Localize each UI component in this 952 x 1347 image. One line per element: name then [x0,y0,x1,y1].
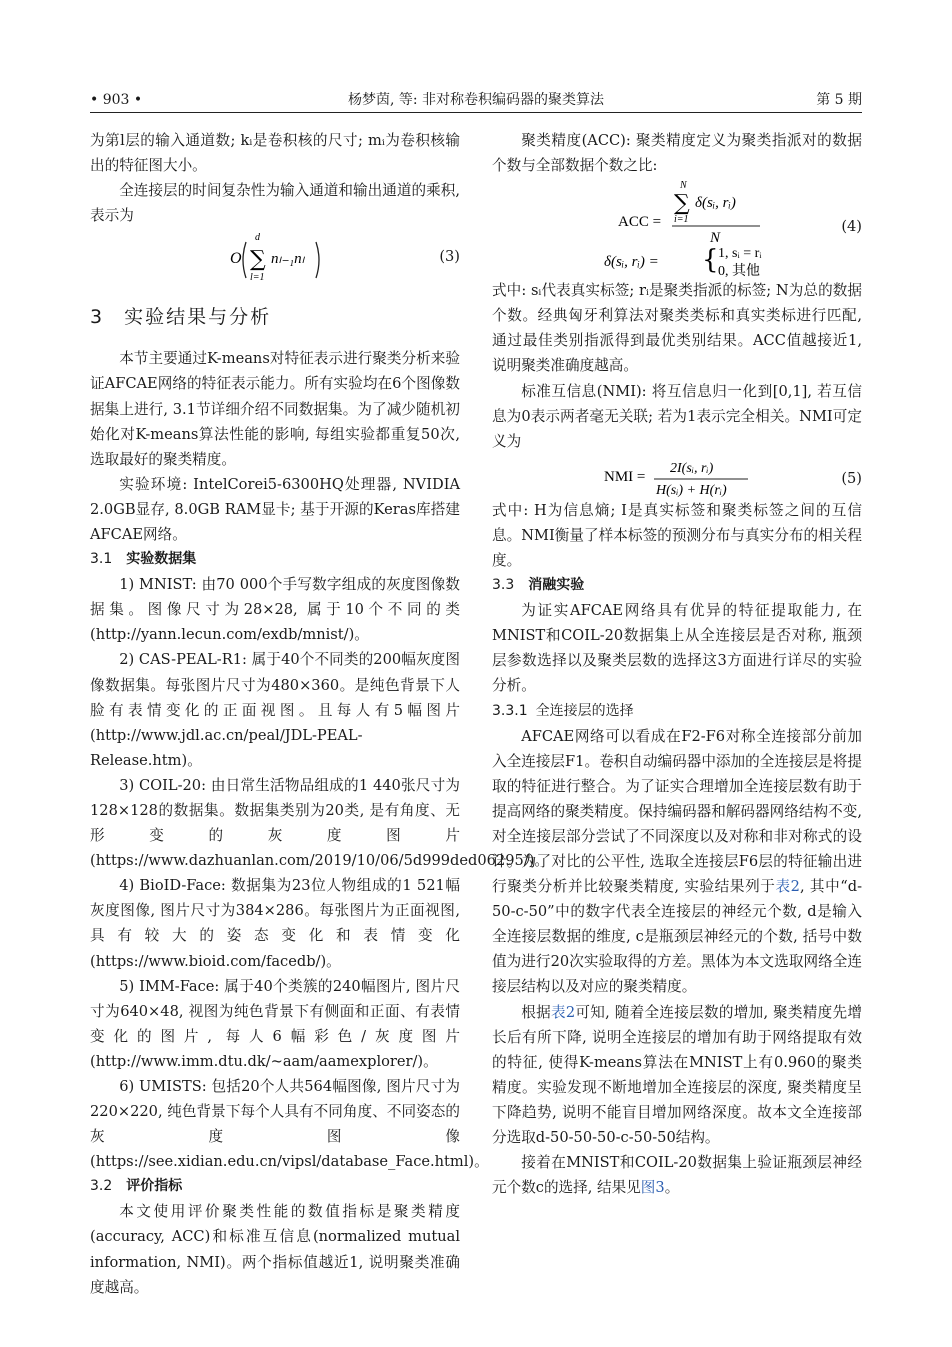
equation-5 [492,454,862,498]
figure-ref-link[interactable]: 图3 [640,1179,665,1197]
paragraph [492,724,862,1000]
dataset-item: 5) IMM-Face: 属于40个类簇的240幅图片, 图片尺寸为640×48, 视图为纯色背景下有侧面和正面、有表情变化的图片, 每人6幅彩色/灰度图片(http://www.imm.dtu.dk/~aam/aamexplorer/)。 [90,977,460,1070]
subsubsection-title: 全连接层的选择 [535,702,634,719]
eq3-body: nₗ₋₁nₗ [271,251,305,268]
subsubsection-number: 3.3.1 [492,702,528,719]
equation-4 [492,178,862,278]
page-number: • 903 • [90,92,143,108]
page-header [90,88,862,112]
subsection-number: 3.3 [492,577,515,594]
delta-lhs: δ(sᵢ, rᵢ) = [604,254,659,271]
paragraph: 全连接层的时间复杂性为输入通道和输出通道的乘积, 表示为 [90,182,460,225]
dataset-item: 3) COIL-20: 由日常生活物品组成的1 440张尺寸为128×128的数据集。数据集类别为20类, 是有角度、无形变的灰度图片(https://www.dazhuanlan.com/2019/10/06/5d999ded06295/)。 [90,776,549,870]
table-ref-link[interactable]: 表2 [775,878,800,896]
paragraph-text: AFCAE网络可以看成在F2-F6对称全连接部分前加入全连接层F1。卷积自动编码器中添加的全连接层是将提取的特征进行整合。为了证实合理增加全连接层数有助于提高网络的聚类精度。保持编码器和解码器网络结构不变, 对全连接层部分尝试了不同深度以及对称和非对称式的设计。为了对比的公平性, 选取全连接层F6层的特征输出进行聚类分析并比较聚类精度, 实验结果列于 [492,727,862,896]
paragraph: 本节主要通过K-means对特征表示进行聚类分析来验证AFCAE网络的特征表示能力。所有实验均在6个图像数据集上进行, 3.1节详细介绍不同数据集。为了减少随机初始化对K-means算法性能的影响, 每组实验都重复50次, 选取最好的聚类精度。 [90,350,460,468]
equation-4-math [492,178,862,278]
section-title: 实验结果与分析 [124,306,272,329]
eq5-lhs: NMI = [604,468,646,485]
paragraph: 实验环境: IntelCorei5-6300HQ处理器, NVIDIA 2.0GB显存, 8.0GB RAM显卡; 基于开源的Keras库搭建AFCAE网络。 [90,475,460,544]
eq3-right-paren [316,242,319,278]
eq4-lhs: ACC = [618,214,662,231]
paragraph: 标准互信息(NMI): 将互信息归一化到[0,1], 若互信息为0表示两者毫无关联; 若为1表示完全相关。NMI可定义为 [492,382,862,450]
subsection-heading [492,573,862,598]
eq4-numerator: δ(sᵢ, rᵢ) [695,195,736,212]
delta-case-1: 1, sᵢ = rᵢ [718,246,762,262]
paragraph: 为第l层的输入通道数; kᵢ是卷积核的尺寸; mᵢ为卷积核输出的特征图大小。 [90,132,460,175]
eq4-sum-bottom: i=1 [674,214,689,226]
subsection-title: 实验数据集 [126,551,197,568]
paragraph-text: , 其中“d-50-c-50”中的数字代表全连接层的神经元个数, d是输入全连接层数据的维度, c是瓶颈层神经元的个数, 括号中数值为进行20次实验取得的方差。黑体为本文选取网络全连接层结构以及对应的聚类精度。 [492,878,863,996]
equation-number: (5) [841,469,862,487]
delta-case-2: 0, 其他 [718,264,760,279]
subsection-heading [90,547,460,572]
equation-number: (3) [439,248,460,266]
equation-3 [90,228,460,284]
eq3-sum-bottom: l=1 [250,272,265,284]
section-heading [90,302,460,332]
paragraph: 为证实AFCAE网络具有优异的特征提取能力, 在MNIST和COIL-20数据集上从全连接层是否对称, 瓶颈层参数选择以及聚类层数的选择这3方面进行详尽的实验分析。 [492,602,862,695]
table-ref-link[interactable]: 表2 [550,1003,576,1021]
paragraph-text: 可知, 随着全连接层数的增加, 聚类精度先增长后有所下降, 说明全连接层的增加有助于网络提取有效的特征, 使得K-means算法在MNIST上有0.960的聚类精度。实验发现不断地增加全连接层的深度, 聚类精度呈下降趋势, 说明不能盲目增加网络深度。故本文全连接部分选取d-50-50-50-c-50-50结构。 [492,1003,862,1146]
eq3-sum-top: d [255,232,260,244]
section-number: 3 [90,306,105,329]
eq5-numerator: 2I(sᵢ, rᵢ) [670,460,714,476]
dataset-item: 6) UMISTS: 包括20个人共564幅图像, 图片尺寸为220×220, 纯色背景下每个人具有不同角度、不同姿态的灰度图像(https://see.xidian.edu.cn/vipsl/database_Face.html)。 [90,1078,489,1171]
paragraph-text: 。 [664,1179,680,1197]
issue-number: 第 5 期 [816,92,862,108]
delta-brace: { [702,245,719,276]
subsection-title: 评价指标 [126,1178,183,1195]
subsection-heading [90,1174,460,1199]
right-column [492,128,862,1200]
equation-5-math [492,454,862,498]
eq3-o: O [230,250,242,268]
paragraph: 聚类精度(ACC): 聚类精度定义为聚类指派对的数据个数与全部数据个数之比: [492,132,862,175]
eq4-sum-top: N [680,180,687,192]
subsection-title: 消融实验 [528,577,585,594]
eq4-sum-sign: ∑ [674,191,690,217]
eq3-left-paren [243,242,246,278]
eq4-denominator: N [710,230,721,247]
subsection-number: 3.1 [90,551,113,568]
header-rule [90,112,862,113]
paragraph-text: 接着在MNIST和COIL-20数据集上验证瓶颈层神经元个数c的选择, 结果见 [492,1154,862,1197]
dataset-item: 1) MNIST: 由70 000个手写数字组成的灰度图像数据集。图像尺寸为28×28, 属于10个不同的类(http://yann.lecun.com/exdb/mnist/)。 [90,576,460,644]
subsubsection-heading [492,699,862,724]
dataset-item: 4) BioID-Face: 数据集为23位人物组成的1 521幅灰度图像, 图片尺寸为384×286。每张图片为正面视图, 具有较大的姿态变化和表情变化(https://www.bioid.com/facedb/)。 [90,877,460,970]
paragraph [492,1000,862,1151]
paragraph [492,1150,862,1200]
dataset-item: 2) CAS-PEAL-R1: 属于40个不同类的200幅灰度图像数据集。每张图片尺寸为480×360。是纯色背景下人脸有表情变化的正面视图。且每人有5幅图片(http://www.jdl.ac.cn/peal/JDL-PEAL-Release.htm)。 [90,651,460,769]
paragraph-text: 根据 [521,1003,551,1021]
eq5-denominator: H(sᵢ) + H(rᵢ) [656,482,727,498]
running-title: 杨梦茵, 等: 非对称卷积编码器的聚类算法 [347,92,605,108]
paragraph: 式中: H为信息熵; I是真实标签和聚类标签之间的互信息。NMI衡量了样本标签的预测分布与真实分布的相关程度。 [492,501,862,570]
subsection-number: 3.2 [90,1178,113,1195]
equation-3-math [90,228,460,284]
equation-number: (4) [841,218,862,236]
paragraph: 本文使用评价聚类性能的数值指标是聚类精度(accuracy, ACC)和标准互信息(normalized mutual information, NMI)。两个指标值越近1, 说明聚类准确度越高。 [90,1203,460,1296]
paragraph: 式中: sᵢ代表真实标签; rᵢ是聚类指派的标签; N为总的数据个数。经典匈牙利算法对聚类类标和真实类标进行匹配, 通过最佳类别指派得到最优类别结果。ACC值越接近1, 说明聚类准确度越高。 [492,282,862,375]
eq3-sum-sign: ∑ [250,247,266,273]
